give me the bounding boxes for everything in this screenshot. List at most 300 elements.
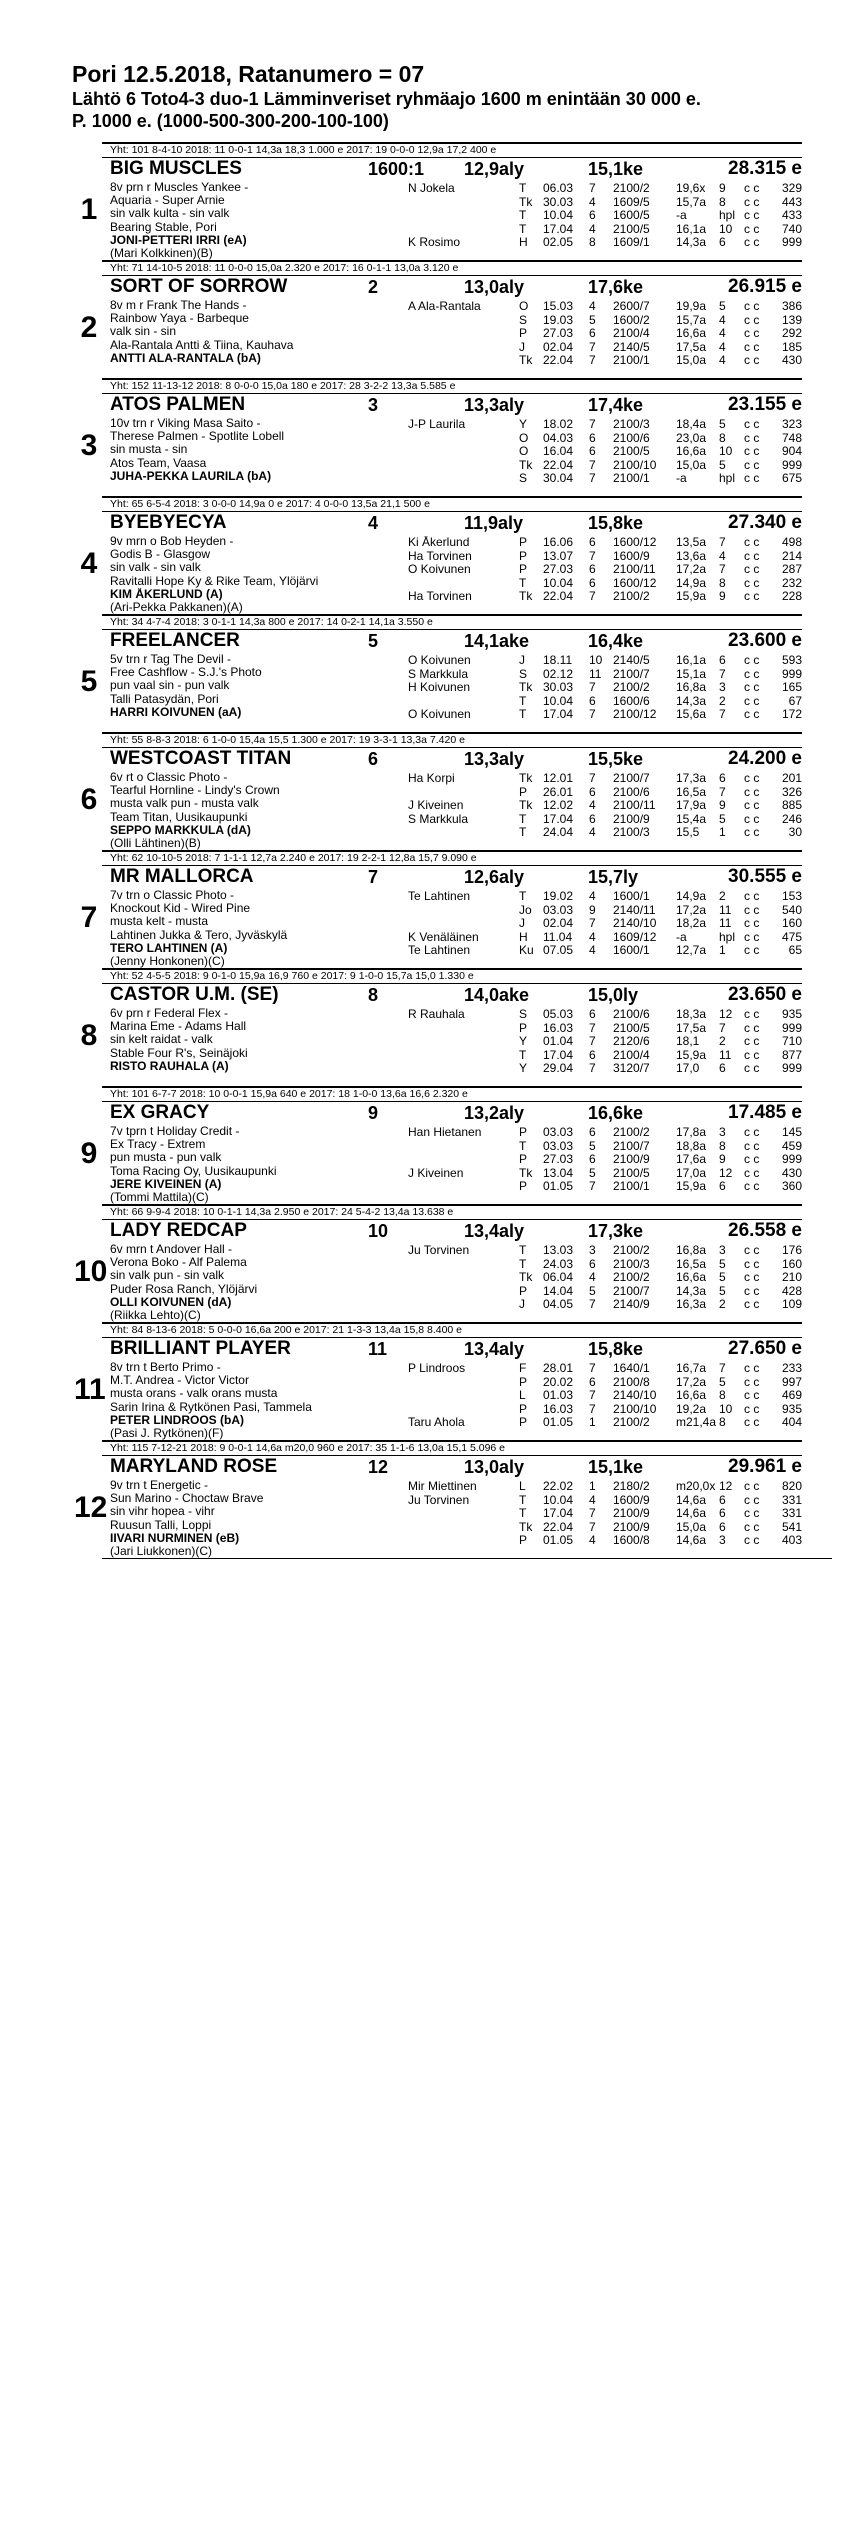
start-placing: 3	[719, 1533, 726, 1547]
start-date: 22.04	[543, 589, 574, 603]
start-shoes: c c	[744, 221, 760, 236]
start-shoes: c c	[744, 1401, 760, 1416]
start-placing: 9	[719, 1152, 726, 1166]
start-track: S	[519, 471, 528, 485]
start-number: 9	[80, 1137, 98, 1170]
start-row	[519, 1167, 802, 1181]
start-number: 10	[74, 1255, 108, 1288]
start-distance: 2140/9	[613, 1297, 650, 1311]
start-date: 01.03	[543, 1388, 574, 1402]
start-row	[519, 1049, 802, 1063]
start-track: P	[519, 1374, 528, 1389]
start-row	[519, 1180, 802, 1194]
start-odds: 443	[781, 194, 802, 209]
info-line: 6v rt o Classic Photo -	[110, 771, 228, 784]
start-row	[519, 1494, 802, 1508]
start-driver	[408, 1376, 518, 1390]
start-placing: 12	[719, 1165, 733, 1180]
total-earnings: 23.600 e	[728, 630, 802, 651]
start-post: 5	[589, 1283, 596, 1298]
start-time: 16,3a	[676, 1297, 707, 1311]
start-time: 17,6a	[676, 1152, 707, 1166]
start-post: 6	[589, 784, 596, 799]
start-placing: 11	[719, 902, 732, 917]
record-auto: 13,2aly	[464, 1103, 525, 1123]
record-auto: 14,0ake	[464, 985, 530, 1005]
start-post: 1	[589, 1479, 596, 1493]
start-track: J	[519, 653, 525, 667]
start-distance: 1600/5	[613, 208, 650, 222]
start-placing: 7	[719, 535, 726, 549]
record-volt: 17,4ke	[588, 395, 644, 415]
start-placing: 6	[719, 771, 726, 785]
start-placing: 4	[719, 312, 726, 327]
recent-starts	[519, 890, 802, 958]
start-date: 11.04	[543, 929, 573, 944]
start-post: 6	[589, 693, 596, 708]
start-date: 27.03	[543, 1152, 574, 1166]
start-odds: 326	[781, 784, 802, 799]
start-shoes: c c	[744, 1125, 760, 1139]
info-line: valk sin - sin	[110, 325, 177, 339]
start-date: 27.03	[543, 326, 574, 340]
record-volt: 16,6ke	[588, 1103, 644, 1123]
start-drivers	[408, 536, 518, 604]
start-distance: 2100/7	[613, 1138, 650, 1153]
start-distance: 2100/2	[613, 1415, 650, 1429]
start-track: Y	[519, 1034, 528, 1048]
start-row	[519, 1507, 802, 1521]
start-distance: 1600/9	[613, 1492, 650, 1507]
record-auto: 14,1ake	[464, 631, 530, 651]
start-time: 17,2a	[676, 1374, 707, 1389]
start-number: 12	[74, 1491, 108, 1524]
info-line: Marina Eme - Adams Hall	[110, 1020, 247, 1034]
start-odds: 541	[781, 1519, 802, 1534]
start-track: P	[519, 548, 528, 563]
start-time: 19,2a	[676, 1401, 707, 1416]
start-time: 17,9a	[676, 798, 707, 812]
horse-name: LADY REDCAP	[110, 1220, 247, 1241]
info-line: sin valk pun - sin valk	[110, 1269, 225, 1283]
start-post: 11	[589, 666, 602, 681]
start-time: 16,1a	[676, 221, 707, 236]
start-shoes: c c	[744, 811, 760, 826]
start-time: 14,6a	[676, 1533, 707, 1547]
start-date: 10.04	[543, 693, 574, 708]
start-date: 13.07	[543, 548, 574, 563]
start-shoes: c c	[744, 1374, 760, 1389]
start-odds: 469	[781, 1388, 802, 1402]
start-post: 4	[589, 194, 596, 209]
race-description: Lähtö 6 Toto4-3 duo-1 Lämminveriset ryhmäajo 1600 m enintään 30 000 e.	[72, 89, 701, 109]
start-track: O	[519, 444, 529, 458]
start-placing: 2	[719, 1297, 726, 1311]
start-shoes: c c	[744, 444, 760, 458]
start-odds: 999	[781, 1152, 802, 1166]
start-time: 18,4a	[676, 417, 707, 431]
start-odds: 160	[781, 1256, 802, 1271]
start-placing: 3	[719, 1243, 726, 1257]
start-row	[519, 563, 802, 577]
start-row	[519, 418, 802, 432]
start-driver: J Kiveinen	[408, 799, 464, 812]
start-odds: 201	[781, 771, 802, 785]
start-row	[519, 708, 802, 722]
start-time: 14,3a	[676, 693, 707, 708]
driver-name: PETER LINDROOS (bA)	[110, 1413, 244, 1427]
info-line: 7v tprn t Holiday Credit -	[110, 1125, 240, 1138]
start-post: 7	[589, 1297, 596, 1311]
start-distance: 3120/7	[613, 1061, 650, 1075]
start-time: 14,6a	[676, 1506, 707, 1520]
career-stats: Yht: 115 7-12-21 2018: 9 0-0-1 14,6a m20,0 960 e 2017: 35 1-1-6 13,0a 15,1 5.096 e	[110, 1442, 506, 1454]
start-post: 7	[589, 680, 596, 694]
start-distance: 2100/6	[613, 784, 650, 799]
start-post: 7	[589, 707, 596, 721]
start-post: 6	[589, 535, 596, 549]
start-odds: 877	[781, 1047, 802, 1062]
record-auto: 13,0aly	[464, 1457, 525, 1477]
start-shoes: c c	[744, 194, 760, 209]
start-drivers	[408, 1480, 518, 1548]
start-shoes: c c	[744, 666, 760, 681]
start-placing: 7	[719, 707, 726, 721]
career-stats: Yht: 101 8-4-10 2018: 11 0-0-1 14,3a 18,3 1.000 e 2017: 19 0-0-0 12,9a 17,2 400 e	[110, 144, 497, 156]
start-shoes: c c	[744, 548, 760, 563]
start-post: 6	[589, 1374, 596, 1389]
start-shoes: c c	[744, 471, 760, 485]
start-odds: 228	[781, 589, 802, 603]
start-time: 17,3a	[676, 771, 707, 785]
start-driver	[408, 196, 518, 210]
start-driver	[408, 314, 518, 328]
start-odds: 935	[781, 1007, 802, 1021]
horse-list	[72, 142, 802, 1559]
start-track: J	[519, 339, 525, 354]
start-odds: 820	[781, 1479, 802, 1493]
start-odds: 360	[781, 1179, 802, 1193]
recent-starts	[519, 536, 802, 604]
career-stats: Yht: 62 10-10-5 2018: 7 1-1-1 12,7a 2.240 e 2017: 19 2-2-1 12,8a 15,7 9.090 e	[110, 852, 477, 864]
start-odds: 109	[781, 1297, 802, 1311]
start-time: 16,6a	[676, 444, 707, 458]
start-distance: 2100/3	[613, 1256, 650, 1271]
start-row	[519, 1022, 802, 1036]
start-driver	[408, 1153, 518, 1167]
start-row	[519, 577, 802, 591]
start-track: Y	[519, 1061, 528, 1075]
start-time: m20,0x	[676, 1479, 716, 1493]
start-date: 16.04	[543, 444, 574, 458]
record-volt: 15,7ly	[588, 867, 639, 887]
start-placing: 3	[719, 680, 726, 694]
record-volt: 15,8ke	[588, 513, 644, 533]
start-post: 7	[589, 1519, 596, 1534]
start-placing: 8	[719, 575, 726, 590]
start-track: T	[519, 825, 527, 839]
start-time: 16,6a	[676, 326, 707, 340]
start-drivers	[408, 1008, 518, 1076]
trainer-name: (Jari Liukkonen)(C)	[110, 1545, 213, 1559]
start-post: 4	[589, 299, 596, 313]
driver-name: JUHA-PEKKA LAURILA (bA)	[110, 469, 272, 483]
start-driver	[408, 1285, 518, 1299]
start-driver	[408, 445, 518, 459]
start-odds: 904	[781, 444, 802, 458]
start-distance: 2140/10	[613, 1388, 657, 1402]
info-line: 8v trn t Berto Primo -	[110, 1361, 221, 1374]
start-driver: S Markkula	[408, 667, 469, 681]
program-number: 6	[368, 749, 379, 769]
start-shoes: c c	[744, 299, 760, 313]
start-time: 14,3a	[676, 235, 707, 249]
start-post: 4	[589, 221, 596, 236]
list-end-divider	[102, 1558, 832, 1559]
driver-name: RISTO RAUHALA (A)	[110, 1059, 229, 1073]
start-post: 6	[589, 326, 596, 340]
start-distance: 2140/11	[613, 902, 656, 917]
start-track: T	[519, 208, 527, 222]
total-earnings: 26.558 e	[728, 1220, 802, 1241]
career-stats: Yht: 52 4-5-5 2018: 9 0-1-0 15,9a 16,9 760 e 2017: 9 1-0-0 15,7a 15,0 1.330 e	[110, 970, 474, 982]
total-earnings: 26.915 e	[728, 276, 802, 297]
start-shoes: c c	[744, 798, 760, 812]
start-distance: 2100/2	[613, 181, 650, 195]
start-time: 17,8a	[676, 1125, 707, 1139]
start-post: 7	[589, 1506, 596, 1520]
start-date: 07.05	[543, 943, 574, 957]
start-placing: 9	[719, 589, 726, 603]
start-distance: 1640/1	[613, 1361, 650, 1375]
start-track: P	[519, 1533, 528, 1547]
start-time: 15,7a	[676, 312, 707, 327]
horse-name: MARYLAND ROSE	[110, 1456, 278, 1477]
start-time: 19,6x	[676, 181, 706, 195]
start-row	[519, 1153, 802, 1167]
start-odds: 233	[781, 1361, 802, 1375]
start-number: 6	[80, 783, 98, 816]
start-track: O	[519, 430, 529, 445]
start-shoes: c c	[744, 1415, 760, 1429]
start-post: 6	[589, 430, 596, 445]
start-track: T	[519, 889, 527, 903]
start-row	[519, 799, 802, 813]
career-stats: Yht: 84 8-13-6 2018: 5 0-0-0 16,6a 200 e 2017: 21 1-3-3 13,4a 15,8 8.400 e	[110, 1324, 463, 1336]
start-odds: 675	[781, 471, 802, 485]
start-time: 14,6a	[676, 1492, 707, 1507]
start-date: 06.04	[543, 1270, 574, 1284]
info-line: Puder Rosa Ranch, Ylöjärvi	[110, 1282, 258, 1296]
start-placing: 4	[719, 339, 726, 354]
start-driver	[408, 695, 518, 709]
start-track: P	[519, 535, 528, 549]
start-time: 17,0	[676, 1061, 700, 1075]
start-odds: 214	[781, 548, 802, 563]
start-driver: A Ala-Rantala	[408, 300, 481, 313]
start-time: 15,9a	[676, 1047, 707, 1062]
start-time: 16,6a	[676, 1270, 707, 1284]
start-date: 19.02	[543, 889, 574, 903]
start-post: 7	[589, 771, 596, 785]
start-odds: 210	[781, 1270, 802, 1284]
start-time: 17,0a	[676, 1165, 707, 1180]
career-stats: Yht: 55 8-8-3 2018: 6 1-0-0 15,4a 15,5 1.300 e 2017: 19 3-3-1 13,3a 7.420 e	[110, 734, 465, 746]
start-date: 01.05	[543, 1415, 574, 1429]
info-line: Sarin Irina & Rytkönen Pasi, Tammela	[110, 1400, 312, 1414]
start-row	[519, 668, 802, 682]
start-distance: 2100/1	[613, 353, 650, 367]
start-time: -a	[676, 471, 687, 485]
start-shoes: c c	[744, 771, 760, 785]
info-line: 8v prn r Muscles Yankee -	[110, 181, 249, 194]
start-shoes: c c	[744, 1020, 760, 1035]
start-post: 6	[589, 1125, 596, 1139]
info-line: sin vihr hopea - vihr	[110, 1505, 215, 1519]
info-line: musta valk pun - musta valk	[110, 797, 259, 811]
start-shoes: c c	[744, 680, 760, 694]
start-track: Ku	[519, 943, 534, 957]
record-auto: 13,3aly	[464, 395, 525, 415]
horse-entry	[72, 968, 802, 1086]
start-time: 15,9a	[676, 589, 707, 603]
start-track: P	[519, 562, 528, 576]
horse-entry	[72, 260, 802, 378]
start-track: Tk	[519, 589, 533, 603]
start-driver	[408, 917, 518, 931]
start-time: 15,5	[676, 825, 700, 839]
start-driver	[408, 459, 518, 473]
start-track: T	[519, 693, 527, 708]
start-post: 7	[589, 1388, 596, 1402]
info-line: sin kelt raidat - valk	[110, 1033, 213, 1047]
start-driver	[408, 1534, 518, 1548]
record-volt: 17,3ke	[588, 1221, 644, 1241]
driver-name: JONI-PETTERI IRRI (eA)	[110, 233, 247, 247]
info-line: Rainbow Yaya - Barbeque	[110, 312, 249, 326]
start-track: P	[519, 1020, 528, 1035]
driver-name: HARRI KOIVUNEN (aA)	[110, 705, 242, 719]
start-track: S	[519, 312, 528, 327]
start-post: 7	[589, 1020, 596, 1035]
start-track: T	[519, 575, 527, 590]
start-placing: 5	[719, 1374, 726, 1389]
start-driver	[408, 223, 518, 237]
start-shoes: c c	[744, 784, 760, 799]
info-line: Team Titan, Uusikaupunki	[110, 810, 248, 824]
start-date: 24.03	[543, 1256, 574, 1271]
start-placing: 5	[719, 1256, 726, 1271]
start-post: 4	[589, 929, 596, 944]
record-auto: 12,6aly	[464, 867, 525, 887]
start-track: Y	[519, 417, 528, 431]
start-driver: Ha Korpi	[408, 772, 455, 785]
start-odds: 139	[781, 312, 802, 327]
start-row	[519, 1376, 802, 1390]
start-distance: 2100/1	[613, 471, 650, 485]
start-time: 16,5a	[676, 1256, 707, 1271]
start-driver: O Koivunen	[408, 708, 471, 721]
start-track: T	[519, 221, 527, 236]
start-track: L	[519, 1388, 526, 1402]
start-placing: 8	[719, 1415, 726, 1429]
start-time: 16,1a	[676, 653, 707, 667]
start-odds: 145	[781, 1125, 802, 1139]
trainer-name: (Pasi J. Rytkönen)(F)	[110, 1427, 224, 1441]
start-shoes: c c	[744, 326, 760, 340]
horse-info	[110, 181, 410, 260]
start-post: 7	[589, 471, 596, 485]
start-driver: O Koivunen	[408, 654, 471, 667]
start-post: 10	[589, 653, 603, 667]
start-placing: 4	[719, 353, 726, 367]
start-placing: 8	[719, 430, 726, 445]
start-row	[519, 236, 802, 250]
start-shoes: c c	[744, 1361, 760, 1375]
start-driver: J Kiveinen	[408, 1166, 464, 1180]
start-placing: 10	[719, 1401, 733, 1416]
start-odds: 999	[781, 1061, 802, 1075]
start-odds: 459	[781, 1138, 802, 1153]
start-row	[519, 931, 802, 945]
info-line: sin musta - sin	[110, 443, 188, 457]
total-earnings: 23.650 e	[728, 984, 802, 1005]
start-driver	[408, 1403, 518, 1417]
start-shoes: c c	[744, 916, 760, 930]
start-post: 7	[589, 916, 596, 930]
start-placing: 5	[719, 1270, 726, 1284]
start-distance: 2100/5	[613, 221, 650, 236]
start-number: 1	[80, 193, 98, 226]
start-row	[519, 917, 802, 931]
start-date: 22.02	[543, 1479, 574, 1493]
start-shoes: c c	[744, 312, 760, 327]
start-shoes: c c	[744, 417, 760, 431]
horse-entry	[72, 496, 802, 614]
driver-name: JERE KIVEINEN (A)	[110, 1177, 222, 1191]
start-distance: 2100/2	[613, 680, 650, 694]
start-placing: hpl	[719, 208, 736, 222]
start-placing: hpl	[719, 471, 736, 485]
start-track: P	[519, 1401, 528, 1416]
start-placing: 10	[719, 221, 733, 236]
start-odds: 165	[781, 680, 802, 694]
start-date: 02.12	[543, 666, 574, 681]
start-distance: 2100/7	[613, 666, 650, 681]
info-line: 6v mrn t Andover Hall -	[110, 1243, 233, 1256]
start-driver: Te Lahtinen	[408, 890, 471, 903]
start-placing: 6	[719, 653, 726, 667]
recent-starts	[519, 1362, 802, 1430]
start-time: -a	[676, 929, 687, 944]
start-track: T	[519, 1138, 527, 1153]
start-placing: 8	[719, 194, 726, 209]
start-odds: 997	[781, 1374, 802, 1389]
start-shoes: c c	[744, 902, 760, 917]
start-driver	[408, 1521, 518, 1535]
start-drivers	[408, 1362, 518, 1430]
start-time: 15,6a	[676, 707, 707, 721]
start-placing: 2	[719, 693, 726, 708]
start-odds: 498	[781, 535, 802, 549]
start-row	[519, 1521, 802, 1535]
start-shoes: c c	[744, 1270, 760, 1284]
info-line: pun musta - pun valk	[110, 1151, 222, 1165]
start-row	[519, 695, 802, 709]
start-row	[519, 1416, 802, 1430]
start-track: Tk	[519, 1519, 533, 1534]
start-row	[519, 890, 802, 904]
